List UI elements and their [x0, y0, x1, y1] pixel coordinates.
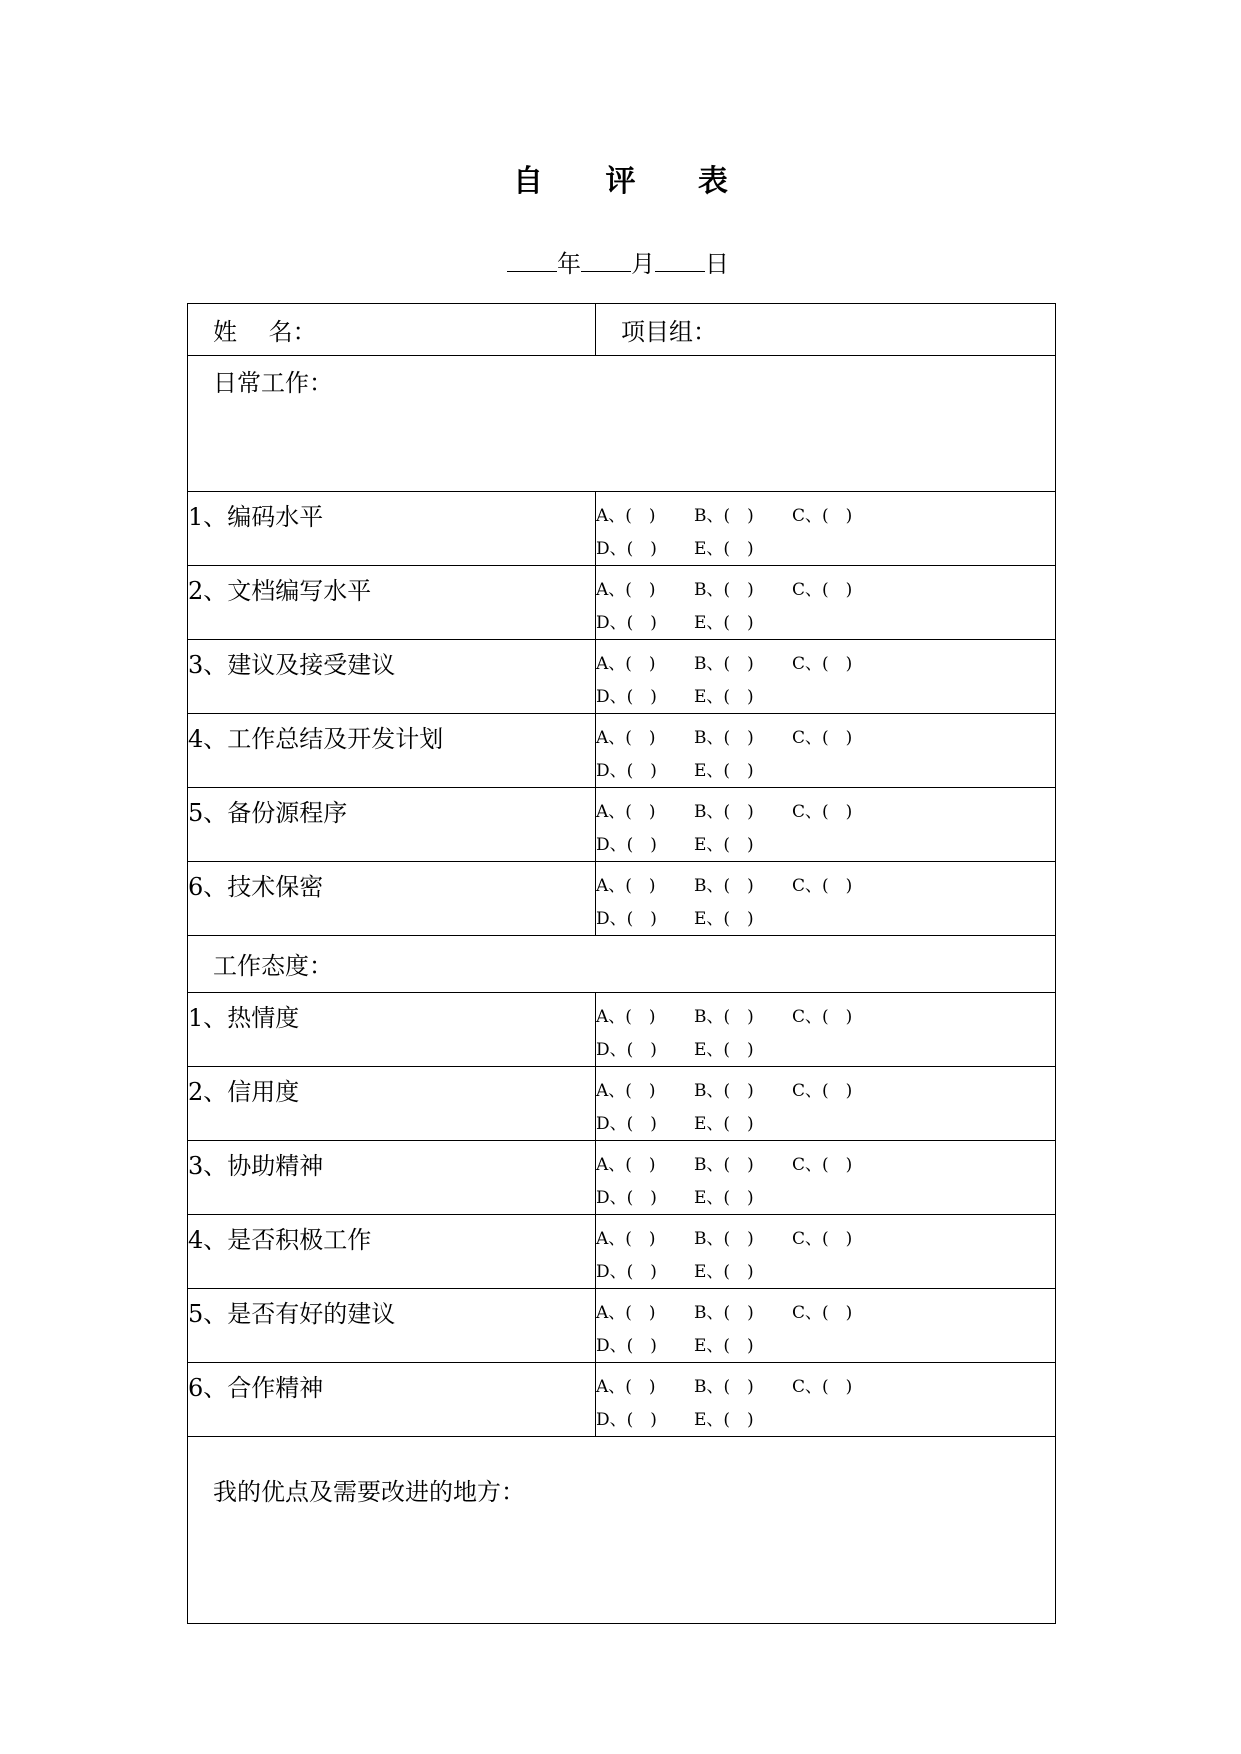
date-line — [507, 247, 729, 279]
rating-options-cell — [596, 714, 1056, 788]
daily-work-item-label: 5、备份源程序 — [188, 799, 348, 827]
daily-work-field[interactable] — [188, 356, 1056, 492]
work-attitude-item-cell — [188, 1289, 596, 1363]
rating-options-cell — [596, 993, 1056, 1067]
page-title: 自 评 表 — [513, 164, 754, 199]
daily-work-item-cell — [188, 640, 596, 714]
rating-options — [596, 993, 1055, 1066]
work-attitude-label: 工作态度： — [213, 952, 333, 980]
work-attitude-item-label: 1、热情度 — [188, 1004, 300, 1032]
option-d[interactable]: D、( ) — [596, 1187, 657, 1208]
day-label: 日 — [705, 250, 729, 278]
option-a[interactable]: A、( ) — [596, 727, 656, 748]
work-attitude-item-cell — [188, 1363, 596, 1437]
daily-work-item-cell — [188, 714, 596, 788]
summary-row — [188, 1437, 1056, 1624]
work-attitude-item-row — [188, 1141, 1056, 1215]
rating-options-cell — [596, 788, 1056, 862]
option-b[interactable]: B、( ) — [694, 801, 754, 822]
rating-options — [596, 566, 1055, 639]
group-label: 项目组： — [621, 318, 717, 346]
option-a[interactable]: A、( ) — [596, 1228, 656, 1249]
option-e[interactable]: E、( ) — [694, 1335, 754, 1356]
option-d[interactable]: D、( ) — [596, 908, 657, 929]
option-c[interactable]: C、( ) — [792, 727, 853, 748]
daily-work-item-cell — [188, 788, 596, 862]
option-b[interactable]: B、( ) — [694, 579, 754, 600]
option-a[interactable]: A、( ) — [596, 1376, 656, 1397]
daily-work-item-label: 2、文档编写水平 — [188, 577, 372, 605]
option-e[interactable]: E、( ) — [694, 1187, 754, 1208]
option-e[interactable]: E、( ) — [694, 760, 754, 781]
rating-options — [596, 788, 1055, 861]
option-a[interactable]: A、( ) — [596, 505, 656, 526]
option-c[interactable]: C、( ) — [792, 579, 853, 600]
option-b[interactable]: B、( ) — [694, 653, 754, 674]
rating-options-cell — [596, 1141, 1056, 1215]
option-d[interactable]: D、( ) — [596, 834, 657, 855]
summary-label: 我的优点及需要改进的地方： — [213, 1478, 525, 1506]
option-b[interactable]: B、( ) — [694, 875, 754, 896]
rating-options-cell — [596, 492, 1056, 566]
daily-work-item-row — [188, 714, 1056, 788]
daily-work-label: 日常工作： — [213, 369, 333, 397]
option-e[interactable]: E、( ) — [694, 612, 754, 633]
rating-options-cell — [596, 566, 1056, 640]
daily-work-item-label: 1、编码水平 — [188, 503, 324, 531]
option-d[interactable]: D、( ) — [596, 612, 657, 633]
option-e[interactable]: E、( ) — [694, 1409, 754, 1430]
name-field[interactable] — [188, 304, 596, 356]
year-label: 年 — [557, 250, 581, 278]
daily-work-item-row — [188, 640, 1056, 714]
option-e[interactable]: E、( ) — [694, 1039, 754, 1060]
option-e[interactable]: E、( ) — [694, 834, 754, 855]
option-c[interactable]: C、( ) — [792, 1376, 853, 1397]
work-attitude-item-row — [188, 1363, 1056, 1437]
option-c[interactable]: C、( ) — [792, 1006, 853, 1027]
month-label: 月 — [631, 250, 655, 278]
option-d[interactable]: D、( ) — [596, 1113, 657, 1134]
daily-work-item-cell — [188, 566, 596, 640]
month-blank[interactable] — [581, 247, 631, 272]
work-attitude-item-label: 6、合作精神 — [188, 1374, 324, 1402]
option-d[interactable]: D、( ) — [596, 686, 657, 707]
rating-options — [596, 862, 1055, 935]
daily-work-item-label: 3、建议及接受建议 — [188, 651, 396, 679]
work-attitude-item-cell — [188, 993, 596, 1067]
option-a[interactable]: A、( ) — [596, 1302, 656, 1323]
work-attitude-cell — [188, 936, 1056, 993]
daily-work-item-label: 6、技术保密 — [188, 873, 324, 901]
rating-options — [596, 714, 1055, 787]
option-e[interactable]: E、( ) — [694, 1261, 754, 1282]
daily-work-item-cell — [188, 492, 596, 566]
option-a[interactable]: A、( ) — [596, 1080, 656, 1101]
option-e[interactable]: E、( ) — [694, 538, 754, 559]
rating-options-cell — [596, 640, 1056, 714]
daily-work-item-row — [188, 566, 1056, 640]
option-c[interactable]: C、( ) — [792, 801, 853, 822]
option-c[interactable]: C、( ) — [792, 875, 853, 896]
group-field[interactable] — [596, 304, 1056, 356]
daily-work-item-label: 4、工作总结及开发计划 — [188, 725, 444, 753]
option-d[interactable]: D、( ) — [596, 1039, 657, 1060]
option-a[interactable]: A、( ) — [596, 801, 656, 822]
rating-options — [596, 1141, 1055, 1214]
option-d[interactable]: D、( ) — [596, 1261, 657, 1282]
daily-work-item-row — [188, 492, 1056, 566]
option-c[interactable]: C、( ) — [792, 505, 853, 526]
option-b[interactable]: B、( ) — [694, 1080, 754, 1101]
option-b[interactable]: B、( ) — [694, 1154, 754, 1175]
rating-options — [596, 492, 1055, 565]
work-attitude-item-label: 3、协助精神 — [188, 1152, 324, 1180]
work-attitude-item-row — [188, 1289, 1056, 1363]
option-b[interactable]: B、( ) — [694, 727, 754, 748]
option-c[interactable]: C、( ) — [792, 653, 853, 674]
daily-work-row — [188, 356, 1056, 492]
option-e[interactable]: E、( ) — [694, 908, 754, 929]
rating-options-cell — [596, 1067, 1056, 1141]
option-b[interactable]: B、( ) — [694, 1302, 754, 1323]
option-c[interactable]: C、( ) — [792, 1154, 853, 1175]
option-c[interactable]: C、( ) — [792, 1302, 853, 1323]
option-d[interactable]: D、( ) — [596, 760, 657, 781]
work-attitude-item-label: 4、是否积极工作 — [188, 1226, 372, 1254]
option-a[interactable]: A、( ) — [596, 653, 656, 674]
option-d[interactable]: D、( ) — [596, 538, 657, 559]
year-blank[interactable] — [507, 247, 557, 272]
work-attitude-item-row — [188, 1215, 1056, 1289]
header-row — [188, 304, 1056, 356]
daily-work-item-row — [188, 788, 1056, 862]
evaluation-table — [187, 303, 1056, 1624]
rating-options — [596, 1067, 1055, 1140]
work-attitude-item-cell — [188, 1215, 596, 1289]
option-a[interactable]: A、( ) — [596, 1006, 656, 1027]
work-attitude-item-row — [188, 993, 1056, 1067]
option-b[interactable]: B、( ) — [694, 1006, 754, 1027]
rating-options-cell — [596, 862, 1056, 936]
option-b[interactable]: B、( ) — [694, 1228, 754, 1249]
rating-options-cell — [596, 1363, 1056, 1437]
rating-options — [596, 640, 1055, 713]
option-b[interactable]: B、( ) — [694, 505, 754, 526]
option-a[interactable]: A、( ) — [596, 579, 656, 600]
rating-options-cell — [596, 1289, 1056, 1363]
option-b[interactable]: B、( ) — [694, 1376, 754, 1397]
option-d[interactable]: D、( ) — [596, 1335, 657, 1356]
work-attitude-item-row — [188, 1067, 1056, 1141]
work-attitude-item-label: 2、信用度 — [188, 1078, 300, 1106]
daily-work-item-cell — [188, 862, 596, 936]
day-blank[interactable] — [655, 247, 705, 272]
work-attitude-item-label: 5、是否有好的建议 — [188, 1300, 396, 1328]
rating-options-cell — [596, 1215, 1056, 1289]
option-c[interactable]: C、( ) — [792, 1228, 853, 1249]
work-attitude-item-cell — [188, 1067, 596, 1141]
option-e[interactable]: E、( ) — [694, 1113, 754, 1134]
option-d[interactable]: D、( ) — [596, 1409, 657, 1430]
summary-field[interactable] — [188, 1437, 1056, 1624]
option-a[interactable]: A、( ) — [596, 875, 656, 896]
rating-options — [596, 1215, 1055, 1288]
daily-work-item-row — [188, 862, 1056, 936]
work-attitude-row — [188, 936, 1056, 993]
name-label: 姓 名： — [213, 318, 317, 346]
rating-options — [596, 1363, 1055, 1436]
rating-options — [596, 1289, 1055, 1362]
option-e[interactable]: E、( ) — [694, 686, 754, 707]
work-attitude-item-cell — [188, 1141, 596, 1215]
option-c[interactable]: C、( ) — [792, 1080, 853, 1101]
option-a[interactable]: A、( ) — [596, 1154, 656, 1175]
